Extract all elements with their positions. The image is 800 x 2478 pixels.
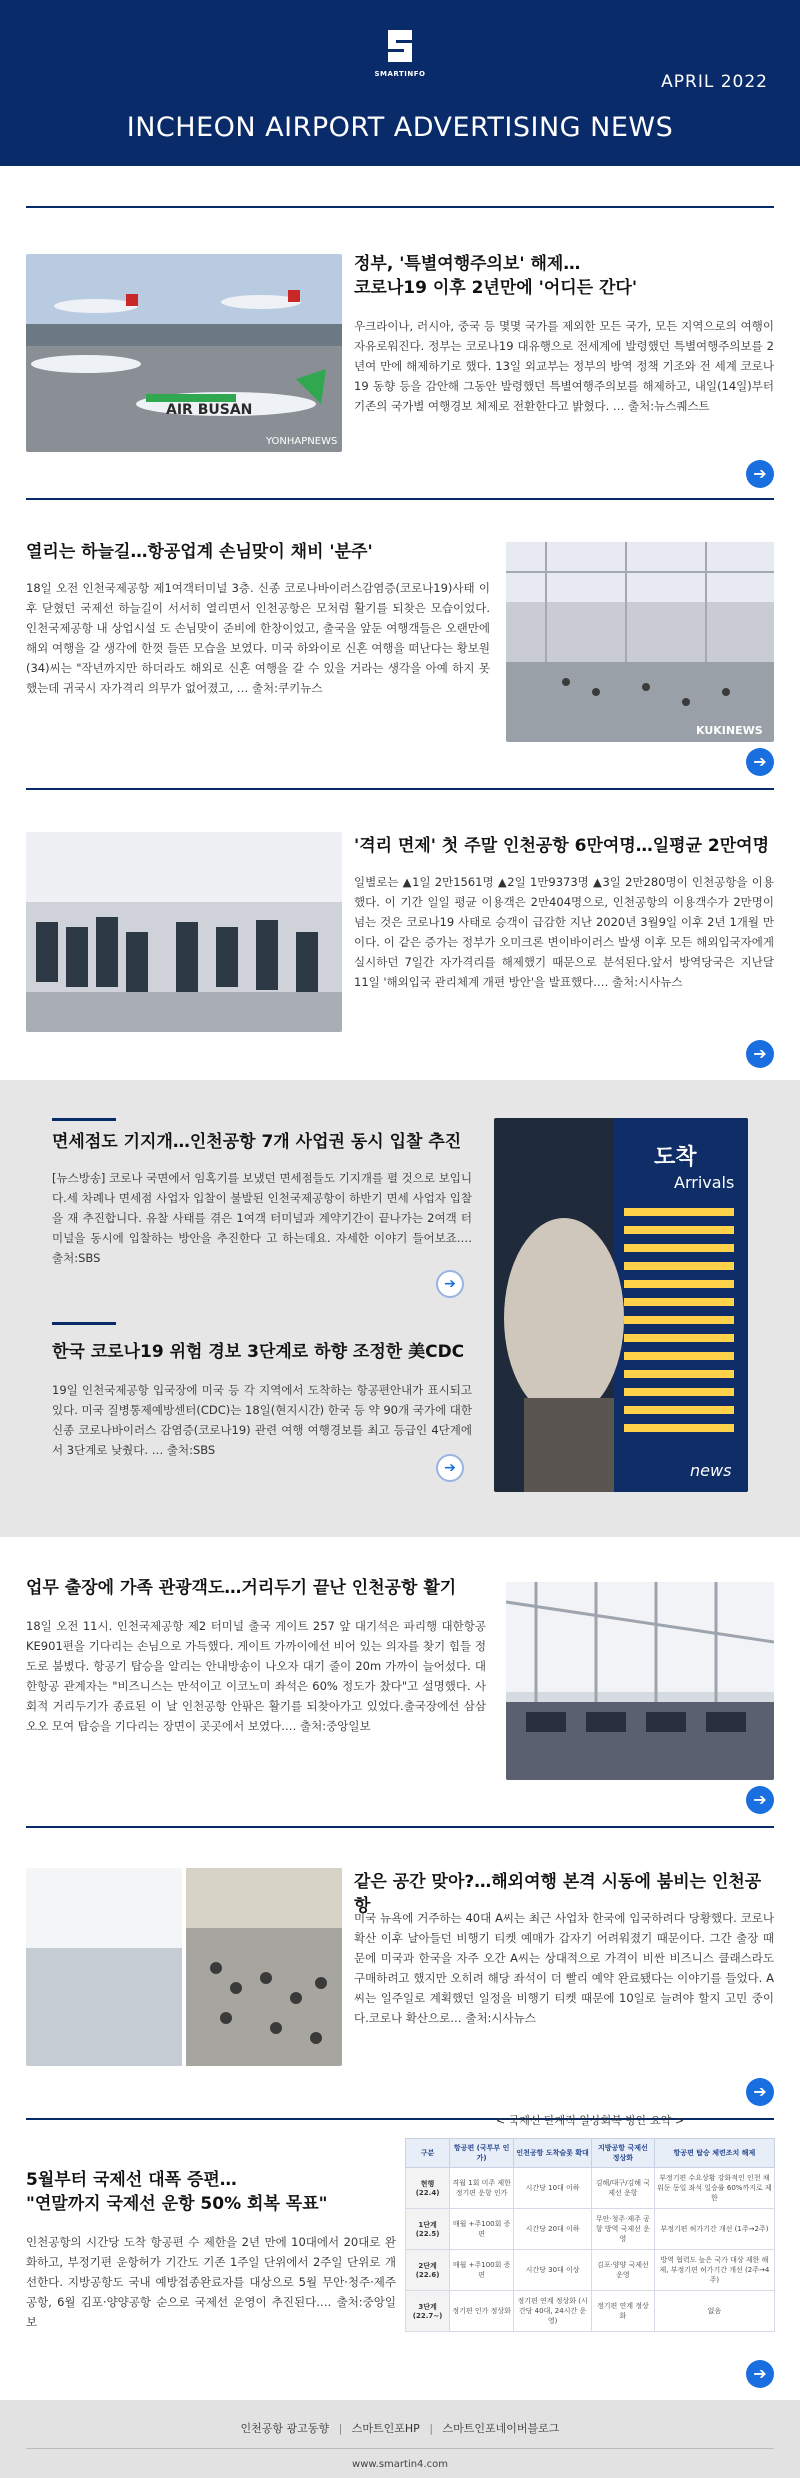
article-7-headline[interactable]: 같은 공간 맞아?…해외여행 본격 시동에 붐비는 인천공항 xyxy=(354,1872,762,1916)
brand-name: SMARTINFO xyxy=(374,70,426,78)
divider xyxy=(26,206,774,208)
board-title-en: Arrivals xyxy=(674,1173,735,1192)
page-title: INCHEON AIRPORT ADVERTISING NEWS xyxy=(126,112,674,143)
smartinfo-logo[interactable] xyxy=(366,26,434,78)
article-4-more-button[interactable] xyxy=(436,1270,464,1298)
footer-separator: | xyxy=(338,2422,343,2435)
footer-divider xyxy=(26,2448,774,2449)
arrow-right-icon: ➔ xyxy=(753,1790,767,1809)
table-header: 구분 xyxy=(406,2139,450,2168)
table-header: 항공편 (국투부 인가) xyxy=(450,2139,514,2168)
footer-link-blog[interactable]: 스마트인포네이버블로그 xyxy=(442,2422,560,2435)
article-1-headline[interactable]: 정부, '특별여행주의보' 해제… 코로나19 이후 2년만에 '어디든 간다' xyxy=(354,254,638,298)
article-5-more-button[interactable] xyxy=(436,1454,464,1482)
article-6-more-button[interactable] xyxy=(746,1786,774,1814)
arrow-right-icon: ➔ xyxy=(753,464,767,483)
footer-link-ad-trends[interactable]: 인천공항 광고동향 xyxy=(240,2422,330,2435)
footer-links xyxy=(0,2400,800,2436)
arrow-right-icon: ➔ xyxy=(444,1276,456,1292)
article-5-headline[interactable]: 한국 코로나19 위험 경보 3단계로 하향 조정한 美CDC xyxy=(52,1342,465,1362)
footer-separator: | xyxy=(429,2422,434,2435)
watermark: news xyxy=(690,1461,732,1480)
table-row: 2단계 (22.6) 매월 +주100회 증편 시간당 30대 이상 김포·양양 국제선 운영 방역 협력도 높은 국가 대상 제한 해제, 부정기편 허가기간 개선 (2주→4주) xyxy=(406,2250,775,2291)
article-5-photo[interactable] xyxy=(494,1118,748,1492)
recovery-plan-table xyxy=(405,2138,775,2332)
table-header: 항공편 탑승 체련조치 해제 xyxy=(654,2139,774,2168)
article-8-more-button[interactable] xyxy=(746,2360,774,2388)
footer xyxy=(0,2400,800,2478)
divider xyxy=(52,1118,116,1121)
board-title: 도착 xyxy=(654,1145,697,1170)
footer-link-homepage[interactable]: 스마트인포HP xyxy=(351,2422,420,2435)
article-3-photo[interactable] xyxy=(26,832,342,1032)
article-6-body: 18일 오전 11시. 인천국제공항 제2 터미널 출국 게이트 257 앞 대기석은 파리행 대한항공 KE901편을 기다리는 손님으로 가득했다. 게이트 가까이에선 비어 있는 의자를 찾기 힘들 정도로 붐볐다. 항공기 탑승을 알리는 안내방송이 나오자 대기 줄이 20m 가까이 늘어섰다. 대한항공 관계자는 "비즈니스는 만석이고 이코노미 좌석은 60% 정도가 찼다"고 설명했다. 사회적 거리두기가 종료된 이 날 인천공항 안팎은 활기를 되찾아가고 있었다.출국장에선 삼삼오오 모여 탑승을 기다리는 장면이 곳곳에서 보였다.… 출처:중앙일보 xyxy=(26,1619,486,1733)
divider xyxy=(26,498,774,500)
article-3-headline[interactable]: '격리 면제' 첫 주말 인천공항 6만여명…일평균 2만여명 xyxy=(354,836,770,856)
article-5-body: 19일 인천국제공항 입국장에 미국 등 각 지역에서 도착하는 항공편안내가 표시되고 있다. 미국 질병통제예방센터(CDC)는 18일(현지시간) 한국 등 약 90개 국가에 대한 신종 코로나바이러스 감염증(코로나19) 관련 여행 여행경보를 최고 등급인 4단계에서 3단계로 낮췄다. … 출처:SBS xyxy=(52,1383,472,1457)
divider xyxy=(26,788,774,790)
watermark: YONHAPNEWS xyxy=(266,436,338,447)
divider xyxy=(26,1826,774,1828)
table-row: 1단계 (22.5) 매월 +주100회 증편 시간당 20대 이하 무안·청주·제주 공항 방역 국제선 운영 부정기편 허가기간 개선 (1주→2주) xyxy=(406,2209,775,2250)
arrow-right-icon: ➔ xyxy=(753,1044,767,1063)
watermark: KUKINEWS xyxy=(696,724,763,737)
article-8-body: 인천공항의 시간당 도착 항공편 수 제한을 2년 만에 10대에서 20대로 완화하고, 부정기편 운항허가 기간도 기존 1주일 단위에서 2주일 단위로 개선한다. 지방공항도 국내 예방접종완료자를 대상으로 5월 무안·청주·제주공항, 6월 김포·양양공항 순으로 국제선 운영이 추진된다.… 출처:중앙일보 xyxy=(26,2235,396,2329)
header xyxy=(0,0,800,166)
table-row: 3단계 (22.7~) 정기편 인가 정상화 정기편 연계 정상화 (시간당 40대, 24시간 운영) 정기편 연계 정상화 없음 xyxy=(406,2291,775,2332)
issue-date: APRIL 2022 xyxy=(661,72,768,92)
svg-text:AIR BUSAN: AIR BUSAN xyxy=(166,402,253,418)
table-header: 인천공항 도착슬롯 확대 xyxy=(514,2139,592,2168)
article-1-body: 우크라이나, 러시아, 중국 등 몇몇 국가를 제외한 모든 국가, 모든 지역으로의 여행이 자유로워진다. 정부는 코로나19 대유행으로 전세계에 발령했던 특별여행주의보를 2년여 만에 해제하기로 했다. 13일 외교부는 정부의 방역 정책 기조와 전 세계 코로나19 동향 등을 감안해 그동안 발령했던 특별여행주의보를 해제하고, 내일(14일)부터 기존의 국가별 여행경보 체제로 전환한다고 밝혔다. … 출처:뉴스퀘스트 xyxy=(354,319,774,413)
arrow-right-icon: ➔ xyxy=(753,752,767,771)
logo-s-icon xyxy=(380,26,420,66)
article-2-headline[interactable]: 열리는 하늘길…항공업계 손님맞이 채비 '분주' xyxy=(26,542,373,562)
arrow-right-icon: ➔ xyxy=(444,1460,456,1476)
article-2-more-button[interactable] xyxy=(746,748,774,776)
article-1-photo[interactable] xyxy=(26,254,342,452)
divider xyxy=(52,1322,116,1325)
article-3-body: 일별로는 ▲1일 2만1561명 ▲2일 1만9373명 ▲3일 2만280명이 인천공항을 이용했다. 이 기간 일일 평균 이용객은 2만404명으로, 인천공항의 이용객수가 2만명이 넘는 것은 코로나19 사태로 승객이 급감한 지난 2020년 3월9일 이후 2년 1개월 만이다. 이 같은 증가는 정부가 오미크론 변이바이러스 발생 이후 모든 해외입국자에게 실시하던 7일간 자가격리를 해제했기 때문으로 분석된다.앞서 방역당국은 지난달 11일 '해외입국 관리체계 개편 방안'을 발표했다.… 출처:시사뉴스 xyxy=(354,875,774,989)
arrow-right-icon: ➔ xyxy=(753,2082,767,2101)
article-6-headline[interactable]: 업무 출장에 가족 관광객도…거리두기 끝난 인천공항 활기 xyxy=(26,1578,457,1598)
article-1-more-button[interactable] xyxy=(746,460,774,488)
arrow-right-icon: ➔ xyxy=(753,2364,767,2383)
table-header-row xyxy=(406,2139,775,2168)
article-2-photo[interactable] xyxy=(506,542,774,742)
table-row: 현행 (22.4) 격월 1회 미주 제한 정기편 운항 인가 시간당 10대 이하 김해/대구/김해 국제선 운항 부정기편 수요상황 강화적인 인천 채워둔 동일 좌석 일승률 60%까지로 제한 xyxy=(406,2168,775,2209)
article-6-photo[interactable] xyxy=(506,1582,774,1780)
article-8-headline[interactable]: 5월부터 국제선 대폭 증편… "연말까지 국제선 운항 50% 회복 목표" xyxy=(26,2170,328,2214)
table-title: < 국제선 단계적 일상회복 방안 요약 > xyxy=(495,2114,685,2127)
article-4-body: [뉴스방송] 코로나 국면에서 임혹기를 보냈던 면세점들도 기지개를 펼 것으로 보입니다.세 차례나 면세점 사업자 입찰이 불발된 인천국제공항이 하반기 면세 사업자 입찰을 재 추진합니다. 유찰 사태를 겪은 1여객 터미널과 계약기간이 끝나가는 2여객 터미널을 동시에 입찰하는 방안을 추진한다 고 하는데요. 자세한 이야기 들어보죠.… 출처:SBS xyxy=(52,1171,472,1265)
article-4-headline[interactable]: 면세점도 기지개…인천공항 7개 사업권 동시 입찰 추진 xyxy=(52,1132,462,1152)
article-2-body: 18일 오전 인천국제공항 제1여객터미널 3층. 신종 코로나바이러스감염증(코로나19)사태 이후 닫혔던 국제선 하늘길이 서서히 열리면서 인천공항은 모처럼 활기를 되찾은 모습이었다. 인천국제공항 내 상업시설 도 손님맞이 준비에 한창이었고, 출국을 앞둔 여행객들은 오랜만에 해외 여행을 갈 생각에 한껏 들뜬 모습을 보였다. 미국 하와이로 신혼 여행을 떠난다는 황보원(34)씨는 "작년까지만 하더라도 해외로 신혼 여행을 갈 수 있을 거라는 생각을 아예 하지 못했는데 귀국시 자가격리 의무가 없어졌고, … 출처:쿠키뉴스 xyxy=(26,581,490,695)
table-header: 지방공항 국제선 정상화 xyxy=(592,2139,655,2168)
article-7-body: 미국 뉴욕에 거주하는 40대 A씨는 최근 사업차 한국에 입국하려다 당황했다. 코로나 확산 이후 날아들던 비행기 티켓 예매가 갑자기 어려워졌기 때문이다. 그간 출장 때문에 미국과 한국을 자주 오간 A씨는 상대적으로 가격이 비싼 비즈니스 클래스라도 구매하려고 했지만 오히려 해당 좌석이 더 빨리 예약 완료됐다는 이야기를 들었다. A씨는 일주일로 계획했던 일정을 비행기 티켓 때문에 10일로 늘려야 할지 고민 중이다.코로나 확산으로… 출처:시사뉴스 xyxy=(354,1911,774,2025)
footer-url[interactable]: www.smartin4.com xyxy=(352,2459,448,2470)
article-7-photo[interactable] xyxy=(26,1868,342,2066)
article-7-more-button[interactable] xyxy=(746,2078,774,2106)
article-3-more-button[interactable] xyxy=(746,1040,774,1068)
